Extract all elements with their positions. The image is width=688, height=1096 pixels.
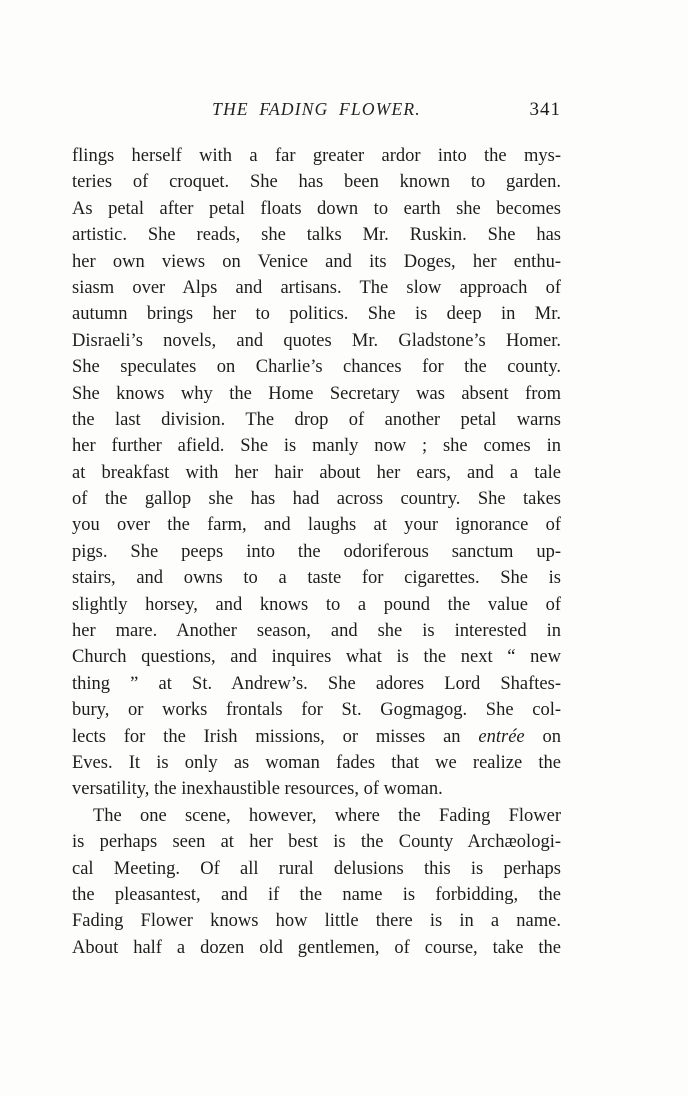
- text-line: you over the farm, and laughs at your ignorance of: [72, 515, 561, 536]
- text-line: artistic. She reads, she talks Mr. Ruskin. She has: [72, 225, 561, 246]
- text-line: her mare. Another season, and she is interested in: [72, 621, 561, 642]
- text-line: slightly horsey, and knows to a pound the value of: [72, 594, 561, 615]
- paragraph: [72, 143, 561, 803]
- text-line: flings herself with a far greater ardor into the mys-: [72, 146, 561, 166]
- text-line: cal Meeting. Of all rural delusions this is perhaps: [72, 858, 561, 879]
- text-line: her own views on Venice and its Doges, her enthu-: [72, 251, 561, 272]
- text-line: Disraeli’s novels, and quotes Mr. Gladstone’s Homer.: [72, 330, 561, 351]
- italic-text: entrée: [478, 726, 525, 747]
- text-segment: on: [524, 726, 561, 747]
- text-line: autumn brings her to politics. She is deep in Mr.: [72, 304, 561, 325]
- text-line: at breakfast with her hair about her ears, and a tale: [72, 462, 561, 483]
- running-header: [72, 99, 561, 123]
- text-line: thing ” at St. Andrew’s. She adores Lord Shaftes-: [72, 673, 561, 694]
- page-number: 341: [529, 99, 561, 120]
- text-line: As petal after petal floats down to earth she becomes: [72, 198, 561, 219]
- text-segment: lects for the Irish missions, or misses an: [72, 726, 479, 747]
- page-body: [72, 143, 561, 961]
- text-line: She knows why the Home Secretary was absent from: [72, 383, 561, 404]
- text-line: versatility, the inexhaustible resources, of woman.: [72, 779, 443, 800]
- text-line: the pleasantest, and if the name is forbidding, the: [72, 884, 561, 905]
- text-line: The one scene, however, where the Fading Flower: [93, 805, 561, 826]
- text-line: bury, or works frontals for St. Gogmagog. She col-: [72, 700, 561, 721]
- text-line: of the gallop she has had across country. She takes: [72, 489, 561, 510]
- text-line: Eves. It is only as woman fades that we realize the: [72, 752, 561, 773]
- paragraph: [72, 803, 561, 961]
- text-line: teries of croquet. She has been known to garden.: [72, 172, 561, 193]
- text-line: She speculates on Charlie’s chances for the county.: [72, 357, 561, 378]
- text-line: the last division. The drop of another petal warns: [72, 409, 561, 430]
- text-line: her further afield. She is manly now ; she comes in: [72, 436, 561, 457]
- text-line: pigs. She peeps into the odoriferous sanctum up-: [72, 541, 561, 562]
- text-line: siasm over Alps and artisans. The slow approach of: [72, 277, 561, 298]
- text-line: [72, 724, 561, 750]
- text-line: Fading Flower knows how little there is in a name.: [72, 911, 561, 932]
- text-line: stairs, and owns to a taste for cigarettes. She is: [72, 568, 561, 589]
- running-header-title: THE FADING FLOWER.: [212, 99, 421, 119]
- text-line: is perhaps seen at her best is the County Archæologi-: [72, 832, 561, 853]
- text-line: About half a dozen old gentlemen, of course, take the: [72, 937, 561, 958]
- text-line: Church questions, and inquires what is the next “ new: [72, 647, 561, 668]
